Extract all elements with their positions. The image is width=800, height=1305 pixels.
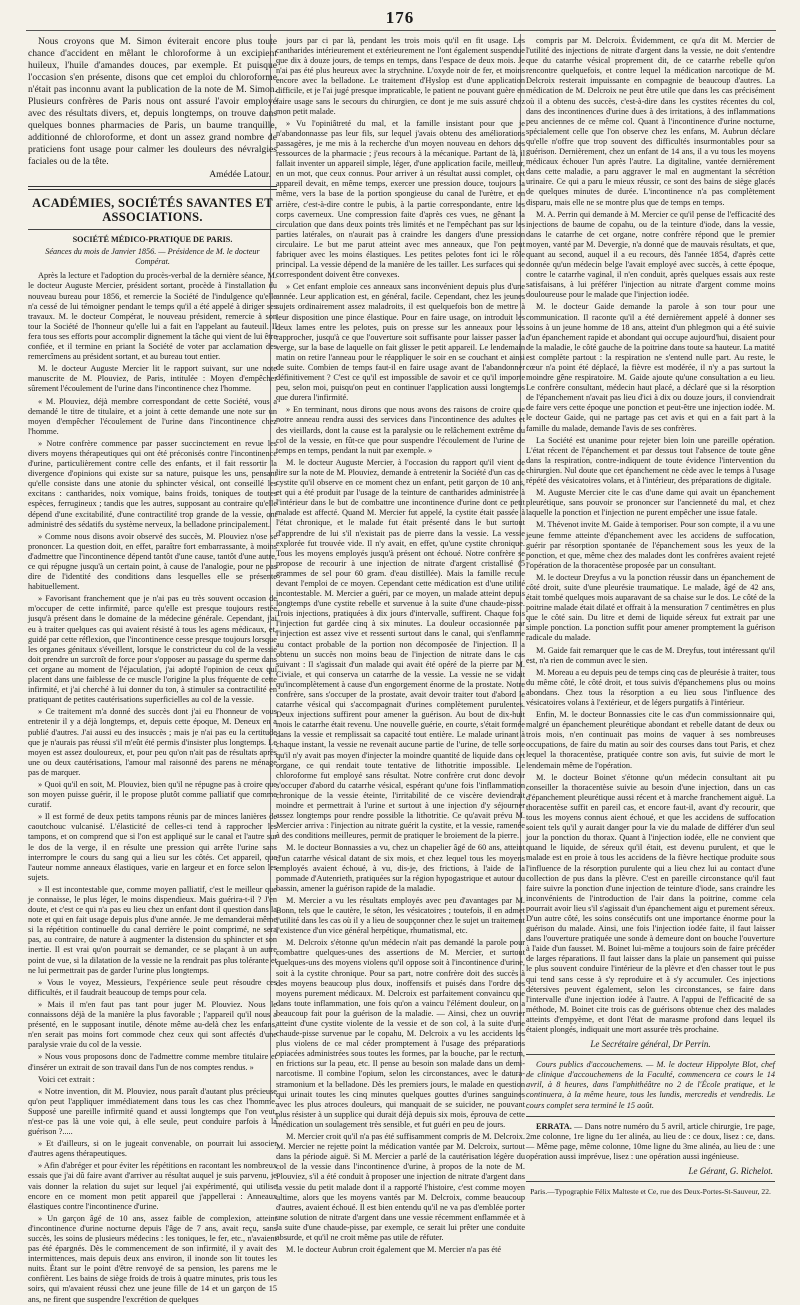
body-paragraph: » Vu l'opiniâtreté du mal, et la famille insistant pour que je n'abandonnasse pas leur fils, sur lequel j'avais obtenu des améliorations passagères, je me mis à la recherche d'un moyen nouveau en dehors des ressources de la pharmacie ; j'eus recours à la mécanique. Partant de là, il fallait inventer un appareil simple, léger, d'une application facile, meilleur, en un mot, que ceux connus. Pour arriver à un résultat aussi complet, cet appareil devait, en même temps, exercer une pression douce, toujours la même, vers la base de la portion spongieuse du canal de l'urètre, et en arrière, c'est-à-dire contre le pubis, à la partie correspondante, entre les corps caverneux. Une compression faite d'après ces vues, ne gênant la circulation que dans deux points très limités et ne l'empêchant pas sur les parties latérales, on n'aurait pas à craindre les dangers d'une pression circulaire. Le but me parut atteint avec mes anneaux, que l'on peut fabriquer avec les moins élastiques. Les petites pelotes font ici le rôle principal. La vessie dépend de la manière de les tailler. Les surfaces qui se correspondent doivent être convexes. xyxy=(276,118,525,280)
body-paragraph: » Favorisant franchement que je n'ai pas eu très souvent occasion de m'occuper de cette infirmité, parce qu'elle est presque toujours restée jusqu'à présent dans le domaine de la médecine générale. Cependant, j'ai eu à traiter quelques cas qui avaient résisté à tous les agens médicaux, et, guidé par cette réflexion, que l'incontinence cesse presque toujours lorsque les organes génitaux s'éveillent, lorsque le constricteur du col de la vessie doit prendre un surcroît de force pour s'opposer au passage du sperme dans cet organe au moment de l'éjaculation, j'ai adopté l'opinion de ceux qui placent dans une faiblesse de ce muscle l'origine la plus fréquente de cette infirmité, et j'ai cherché à lui donner du ton, à stimuler sa contractilité en pratiquant de petites cautérisations superficielles au col de la vessie. xyxy=(28,594,277,705)
body-paragraph: M. Mercier a vu les résultats employés avec peu d'avantages par M. Bonn, tels que le cautère, le séton, les vésicatoires ; toutefois, il en admet l'utilité dans les cas où il y a lieu de soupçonner chez le sujet un traitement l'existence d'un vice général herpétique, rhumatismal, etc. xyxy=(276,895,525,936)
body-paragraph: » Mais il m'en faut pas tant pour juger M. Plouviez. Nous le connaissons déjà de la manière la plus favorable ; l'appareil qu'il nous a présenté, en le supposant inutile, dénote même au-delà chez les enfans, n'en serait pas moins fort commode chez ceux qui sont affectés d'une paralysie vraie du col de la vessie. xyxy=(28,999,277,1050)
body-paragraph: M. Auguste Mercier cite le cas d'une dame qui avait un épanchement pleurétique, sans pouvoir se prononcer sur l'ancienneté du mal, et chez laquelle la ponction et l'injection ne purent empêcher une issue fatale. xyxy=(526,488,775,518)
body-paragraph: » Il est formé de deux petits tampons réunis par de minces lanières de caoutchouc vulcanisé. L'élasticité de celles-ci tend à rapprocher les tampons, et on comprend que si l'on est appliqué sur le canal et l'autre sur le dos de la verge, il en résulte une pression qui arrête l'urine sans interrompre le cours du sang qui a lieu sur les côtés. Cet appareil, que l'auteur nomme anneaux élastiques, varie en largeur et en force selon les sujets. xyxy=(28,812,277,882)
body-paragraph: M. le docteur Bonnassies a vu, chez un chapelier âgé de 60 ans, atteint d'un catarrhe vésical datant de six mois, et chez lequel tous les moyens employés avaient échoué, à vu, dis-je, des frictions, à l'aide de la pommade d'Autenrieth, pratiquées sur la région hypogastrique et autour du bassin, amener la guérison rapide de la maladie. xyxy=(276,843,525,893)
body-paragraph: M. Gaide fait remarquer que le cas de M. Dreyfus, tout intéressant qu'il est, n'a rien de commun avec le sien. xyxy=(526,645,775,665)
body-paragraph: » Et d'ailleurs, si on le jugeait convenable, on pourrait lui associer d'autres agens thérapeutiques. xyxy=(28,1139,277,1159)
double-rule xyxy=(28,186,277,190)
body-paragraph: » En terminant, nous dirons que nous avons des raisons de croire que notre anneau rendra aussi des services dans l'incontinence des adultes et des vieillards, dont la cause est la paralysie ou le relâchement extrême du col de la vessie, en fût-ce que pour suspendre l'écoulement de l'urine de temps en temps, pendant la nuit par exemple. » xyxy=(276,405,525,455)
body-paragraph: » Il est incontestable que, comme moyen palliatif, c'est le meilleur que je connaisse, le plus léger, le moins dispendieux. Mais guérira-t-il ? J'en doute, et c'est ce qui n'a pas eu lieu chez un enfant dont il question dans la note et qui en fait usage depuis plus d'une année. Je me demanderai même si la répétition continuelle du canal derrière le point comprimé, ne sera pas, au contraire, de nature à augmenter la distension du sphincter et son inertie. Il est vrai qu'on pourrait se demander, ce se plaçant à un autre point de vue, si la dilatation de la vessie ne la rendrait pas plus tolérante et ne lui permettrait pas de garder l'urine plus longtemps. xyxy=(28,884,277,975)
body-paragraph: jours par ci par là, pendant les trois mois qu'il en fit usage. Les cantharides intérieurement et extérieurement ne l'ont également suspendue que dix à douze jours, de temps en temps, dans l'espace de deux mois. Je n'ai pas été plus heureux avec la strychnine. L'oxyde noir de fer, et moins encore avec la belladone. Le traitement d'Hyslop est d'une application difficile, et je l'ai jugé presque impraticable, le patient ne pouvant guère en faire usage sans le secours du chirurgien, ce dont je me suis assuré chez mon petit malade. xyxy=(276,36,525,116)
rule xyxy=(526,1181,775,1182)
erratum-label: ERRATA. xyxy=(536,1121,572,1131)
column-1-body xyxy=(28,271,277,1304)
body-paragraph: « M. Plouviez, déjà membre correspondant de cette Société, vous a demandé le titre de titulaire, et a joint à cette demande une note sur un moyen d'empêcher l'écoulement de l'urine dans l'incontinence chez l'homme. xyxy=(28,396,277,436)
erratum-paragraph xyxy=(526,1122,775,1162)
column-2 xyxy=(276,36,525,1255)
body-paragraph: » Afin d'abréger et pour éviter les répétitions en racontant les nombreux essais que j'ai dû faire avant d'arriver au résultat auquel je suis parvenu, je vais donner la relation du sujet sur lequel j'ai expérimenté, qui utilise encore en ce moment mon petit appareil que j'appellerai : Anneaux élastiques contre l'incontinence d'urine. xyxy=(28,1161,277,1211)
rule xyxy=(526,1054,775,1055)
body-paragraph: » Comme nous disons avoir observé des succès, M. Plouviez n'ose se prononcer. La question doit, en effet, paraître fort embarrassante, à moins d'admettre que l'incontinence dépend tantôt d'une cause, tantôt d'une autre, ce qui répugne jusqu'à un certain point, à cause de l'analogie, pour ne pas dire de l'identité des conditions dans lesquelles elle se présente habituellement. xyxy=(28,531,277,592)
body-paragraph: La Société est unanime pour rejeter bien loin une pareille opération. L'état récent de l'épanchement et par dessus tout l'absence de toute gêne dans la respiration, contre-indiquent de toute évidence l'intervention du chirurgien. Nul doute que cet épanchement ne cède avec le temps à l'usage répété des vésicatoires volans, et à l'intérieur, des préparations de digitale. xyxy=(526,435,775,486)
section-title: ACADÉMIES, SOCIÉTÉS SAVANTES ET ASSOCIATIONS. xyxy=(32,196,273,225)
body-paragraph: M. Moreau a eu depuis peu de temps cinq cas de pleurésie à traiter, tous du même côté, le côté droit, et tous suivis d'épanchemens plus ou moins abondans. Chez tous la résorption a eu lieu sous l'influence des vésicatoires volans à l'extérieur, et de légers purgatifs à l'intérieur. xyxy=(526,667,775,707)
body-paragraph: Après la lecture et l'adoption du procès-verbal de la dernière séance, M. le docteur Auguste Mercier, président sortant, procède à l'installation du nouveau bureau pour 1856, et remercie la Société de l'indulgence qu'elle n'a cessé de lui témoigner pendant le temps qu'il a été appelé à diriger ses travaux. M. le docteur Compérat, le nouveau président, remercie à son tour la Société de l'honneur qu'elle lui a fait en l'appelant au fauteuil. Il fera tous ses efforts pour accomplir dignement la tâche qui vient de lui être confiée, et il termine en priant la Société de voter par acclamation des remercîmens au président sortant, et au bureau tout entier. xyxy=(28,271,277,362)
body-paragraph: » Un garçon âgé de 10 ans, assez faible de complexion, atteint d'incontinence d'urine nocturne depuis l'âge de 7 ans, avait reçu, sans succès, les soins de plusieurs médecins : les toniques, le fer, etc., n'avaient pas été épargnés. Dès le commencement de son infirmité, il y avait des intermittences, mais depuis deux ans environ, il inonde son lit toutes les nuits. Étant sur le point d'être renvoyé de sa pension, les parens me le confièrent. Les bains de siège froids de trois à quatre minutes, pris tous les soirs, qui m'avaient réussi chez une jeune fille de 14 et un garçon de 15 ans, ne firent que suspendre l'excrétion de quelques xyxy=(28,1213,277,1304)
body-paragraph: M. le docteur Auguste Mercier, à l'occasion du rapport qu'il vient de lire sur la note de M. Plouviez, demande à entretenir la Société d'un cas de cystite qu'il observe en ce moment chez un enfant, petit garçon de 10 ans, et qui a été produit par l'usage de la teinture de cantharides administrée à l'intérieur dans le but de combattre une incontinence d'urine dont ce petit malade est affecté. Quand M. Mercier fut appelé, la cystite était passée à l'état chronique, et le malade fut était présenté dans le but surtout d'apprendre de lui s'il n'existait pas de pierre dans la vessie. La vessie explorée fut trouvée vide. Il n'y avait, en effet, qu'une cystite chronique. Tous les moyens employés jusqu'à présent ont échoué. Notre confrère se propose de recourir à une injection de nitrate d'argent cristallisé (5 grammes de sel pour 60 gram. d'eau distillée). Mais la famille recule devant l'emploi de ce moyen. Cependant cette médication est d'une utilité incontestable. M. Mercier a guéri, par ce moyen, un malade atteint depuis longtemps d'une cystite rebelle et survenue à la suite d'une chaude-pisse. Trois injections, pratiquées à dix jours d'intervalle, suffirent. Chaque fois l'injection fut gardée cinq à six minutes. La douleur occasionnée par l'injection est assez vive et ressenti surtout dans le canal, qui s'enflamme au contact probable de la portion non décomposée de l'injection. Il a obtenu un succès non moins beau de l'injection de nitrate dans le cas suivant : Il s'agissait d'un malade qui avait été opéré de la pierre par M. Civiale, et qui conserva un catarrhe de la vessie. La vessie ne se vidait qu'incomplètement à cause d'un engorgement énorme de la prostate. Notre confrère, sans s'occuper de la prostate, avait devoir traiter tout d'abord le catarrhe vésical qui s'accompagnait d'urines complètement purulentes. Deux injections suffirent pour amener la guérison. Au bout de dix-huit mois le catarrhe était revenu. Une nouvelle guérie, en courte, s'était formée dans la vessie et remplissait sa capacité tout entière. Le malade urinant à chaque instant, la vessie ne revenait aucune partie de l'urine, de telle sorte qu'il n'y avait pas moyen d'injecter la moindre quantité de liquide dans cet organe, ce qui rendait toute tentative de lithotritie impossible. Le chloroforme fut employé sans résultat. Notre confrère crut donc devoir s'occuper d'abord du catarrhe vésical, espérant qu'une fois l'inflammation chronique de la vessie éteinte, l'irritabilité de ce viscère deviendrait moindre et permettrait à l'urine et surtout à une injection d'y séjourner assez longtemps pour rendre possible la lithotritie. Ce qu'avait prévu M. Mercier arriva : l'injection au nitrate guérit la cystite, et la vessie, ramenée à des conditions meilleures, permit de pratiquer le broiement de la pierre. xyxy=(276,457,525,841)
rule xyxy=(28,229,277,230)
body-paragraph: Voici cet extrait : xyxy=(38,1074,95,1084)
body-paragraph: M. Thévenot invite M. Gaide à temporiser. Pour son compte, il a vu une jeune femme atteinte d'épanchement avec les accidens de suffocation, guérir par résorption spontanée de l'épanchement sous les yeux de la ponction, et que, même chez des malades dont les confrères avaient rejeté l'opération de la thoracentèse proposée par un consultant. xyxy=(526,520,775,570)
page-number: 176 xyxy=(385,8,415,27)
body-paragraph: » Nous vous proposons donc de l'admettre comme membre titulaire et d'insérer un extrait de son travail dans l'un de nos comptes rendus. » xyxy=(28,1052,277,1072)
intro-paragraph: Nous croyons que M. Simon éviterait encore plus toute chance d'accident en mêlant le chloroforme à un excipient huileux, l'huile d'amandes douces, par exemple. Et puisque l'occasion s'en présente, disons que cet emploi du chloroforme n'était pas inconnu avant la publication de la note de M. Simon. Plusieurs confrères de Paris nous ont assuré l'avoir employé avec des résultats divers, et, depuis longtemps, on trouve dans quelques bonnes pharmacies de Paris, un baume tranquille, additionné de chloroforme, et dont un assez grand nombre de praticiens font usage pour calmer les douleurs des névralgies faciales ou de la tête. xyxy=(28,36,277,167)
body-paragraph: M. le docteur Boinet s'étonne qu'un médecin consultant ait pu conseiller la thoracentèse suivie au besoin d'une injection, dans un cas d'épanchement pleurétique aussi récent et à marche franchement aiguë. La thoracentèse suffit en pareil cas, et encore faut-il, avant d'y recourir, que tous les moyens connus aient échoué, et que les accidens de suffocation soient tels qu'il y aurait danger pour la vie du malade de différer d'un seul jour la ponction du thorax. Quant à l'injection iodée, elle ne convient que quand le liquide, de séreux qu'il était, est devenu purulent, et que le malade est en proie à tous les accidens de la fièvre hectique produite sous l'influence de la résorption purulente qui a lieu chez lui au contact d'une collection de pus dans la plèvre. C'est en pareille circonstance qu'il faut faire suivre la ponction d'une injection de teinture d'iode, sans craindre les inconvénients de l'introduction de l'air dans la poitrine, comme cela pourrait avoir lieu s'il s'agissait d'un épanchement aigu et purement séreux. D'un autre côté, les soins consécutifs ont une importance énorme pour la guérison du malade. Ainsi, une fois l'injection iodée faite, il faut laisser dans l'ouverture pratiquée une sonde à demeure dont on bouche l'ouverture à l'aide d'un fausset. M. Boinet lui-même a toujours soin de faire précéder de larges réparations. Il faut laisser dans la plaie un pansement qui puisse le plus souvent conduire l'intérieur de la plèvre et d'en chasser tout le pus qui tend sans cesse à s'y reproduire et à s'y accumuler. Ces injections détersives peuvent également, selon les circonstances, se faire dans l'intervalle d'une injection iodée à l'autre. A l'appui de l'efficacité de sa méthode, M. Boinet cite trois cas de guérisons obtenue chez des malades atteints d'empyème, et dont l'état de marasme profond dans lequel ils étaient plongés, indiquait une mort assurée très prochaine. xyxy=(526,772,775,1034)
column-2-body xyxy=(276,36,525,1255)
column-3-body xyxy=(526,36,775,1035)
intro-signature: Amédée Latour. xyxy=(209,169,271,180)
body-paragraph: » Vous le voyez, Messieurs, l'expérience seule peut résoudre ces difficultés, et il faudrait beaucoup de temps pour cela. xyxy=(28,977,277,997)
body-paragraph: M. le docteur Dreyfus a vu la ponction réussir dans un épanchement de côté droit, suite d'une pleurésie traumatique. Le malade, âgé de 42 ans, était tombé quelques mois auparavant de sa chaise sur le dos. Le côté de la poitrine malade était dilaté et offrait à la mensuration 7 centimètres en plus que le côté sain. Du litre et demi de liquide séreux fut extrait par une simple ponction. La ponction suffit pour amener promptement la guérison radicale du malade. xyxy=(526,572,775,643)
body-paragraph: » Notre confrère commence par passer succinctement en revue les divers moyens thérapeutiques qui ont été préconisés contre l'incontinence d'urine, particulièrement contre celle des enfants, et il fait ressortir la divergence d'opinions qui existe sur sa nature, puisque les uns, pensant qu'elle consiste dans une atonie du sphincter vésical, ont conseillé les excitans : cantharides, noix vomique, bains froids, toniques de toutes espèces, ferrugineux ; tandis que les autres, supposant au contraire qu'elle dépend d'une excitabilité, d'une contractilité trop grande de la vessie, ont administré des sédatifs du système nerveux, la belladone principalement. xyxy=(28,438,277,529)
body-paragraph: M. le docteur Gaide demande la parole à son tour pour une communication. Il raconte qu'il a été dernièrement appelé à donner ses soins à un jeune homme de 18 ans, atteint d'un phlegmon qui a été suivie d'un épanchement rapide et abondant qui occupe aujourd'hui, disaient pour de la maladie, le côté gauche de la poitrine dans toute sa hauteur. La matité est complète partout : la respiration ne s'entend nulle part. Au reste, le cœur n'a point été déplacé, la fièvre est modérée, il n'y a pas surtout la moindre gêne respiratoire. M. Gaide ajoute qu'une consultation a eu lieu. Le confrère consultant, médecin haut placé, a déclaré que si la résorption de l'épanchement n'avait pas lieu d'ici à dix ou douze jours, il conviendrait de faire vers cette époque une ponction et peut-être une injection iodée. M. le docteur Gaide, qui ne partage pas cet avis et qui en a fait part à la famille du malade, demande l'avis de ses confrères. xyxy=(526,302,775,433)
body-paragraph: Enfin, M. le docteur Bonnassies cite le cas d'un commissionnaire qui, malgré un épanchement pleurétique abondant et rebelle datant de deux ou trois mois, n'en continuait pas moins de vaquer à ses nombreuses occupations, de faire du matin au soir des courses dans tout Paris, et chez lequel la thoracentèse, pratiquée contre son avis, fut suivie de mort le lendemain même de l'opération. xyxy=(526,710,775,770)
intro-section xyxy=(28,36,277,168)
rule xyxy=(526,1116,775,1117)
body-paragraph: » Ce traitement m'a donné des succès dont j'ai eu l'honneur de vous entretenir il y a déjà longtemps, et, depuis cette époque, M. Deneux en a publié d'autres. J'ai aussi eu des insuccès ; mais je n'ai pas eu la certitude que je n'aurais pas réussi s'il m'eût été permis d'insister plus longtemps. Le moyen est assez douloureux, et, pour peu qu'on n'ait pas de résultats après une ou deux cautérisations, l'amour mal raisonné des parens ne ménage pas de marquer. xyxy=(28,707,277,777)
society-name: SOCIÉTÉ MÉDICO-PRATIQUE DE PARIS. xyxy=(72,235,233,245)
body-paragraph: » Quoi qu'il en soit, M. Plouviez, bien qu'il ne répugne pas à croire que son moyen puisse guérir, il le propose plutôt comme palliatif que comme curatif. xyxy=(28,779,277,810)
column-3 xyxy=(526,36,775,1197)
body-paragraph: « Notre invention, dit M. Plouviez, nous paraît d'autant plus précieuse qu'on peut l'appliquer immédiatement dans tous les cas chez l'homme. Supposé une pareille infirmité quand et aussi longtemps que l'on veut, n'est-ce pas là une voie qui, à elle seule, peut conduire parfois à la guérison ?..... xyxy=(28,1086,277,1137)
seance-line: Séances du mois de Janvier 1856. — Présidence de M. le docteur Compérat. xyxy=(45,247,260,267)
body-paragraph: compris par M. Delcroix. Évidemment, ce qu'a dit M. Mercier de l'utilité des injections de nitrate d'argent dans la vessie, ne doit s'entendre que du catarrhe vésical proprement dit, de ce catarrhe rebelle qu'on rencontre quelquefois, et contre lequel la médication narcotique de M. Delcroix resterait impuissante en compagnie de beaucoup d'autres. La médication de M. Delcroix ne peut être utile que dans les cas précisément où il a obtenu des succès, c'est-à-dire dans les cystites récentes du col, dans des incontinences d'urine dues à des irritations, à des inflammations peu anciennes de ce même col. Quant à l'incontinence d'urine nocturne, spécialement celle que l'on observe chez les enfans, M. Aubrun déclare qu'elle n'offre que trop souvent des difficultés insurmontables pour sa guérison. Dernièrement, chez un enfant de 14 ans, il a vu tous les moyens médicaux échouer l'un après l'autre. La digitaline, vantée dernièrement dans cette maladie, a paru aggraver le mal en augmentant la sécrétion urinaire. Ce qui a paru le mieux réussir, ce sont des bains de siège glacés de quelques minutes de durée. L'incontinence n'a pas complètement disparu, mais elle ne se montre plus que de temps en temps. xyxy=(526,36,775,207)
column-1 xyxy=(28,36,277,1304)
imprint-line: Paris.—Typographie Félix Malteste et Ce, rue des Deux-Portes-St-Sauveur, 22. xyxy=(530,1187,771,1197)
top-rule xyxy=(26,30,776,31)
courses-notice: Cours publics d'accouchemens. — M. le docteur Hippolyte Blot, chef de clinique d'accouchemens de la Faculté, commencera ce cours le 14 avril, à 8 heures, dans l'amphithéâtre no 2 de l'École pratique, et le continuera, à la même heure, tous les lundis, mercredis et vendredis. Le cours complet sera terminé le 15 août. xyxy=(526,1060,775,1110)
body-paragraph: M. Mercier croit qu'il n'a pas été suffisamment compris de M. Delcroix. M. Mercier ne rejette point la médication vantée par M. Delcroix, surtout dans la période aiguë. Si M. Mercier a parlé de la cautérisation légère du col de la vessie dans l'incontinence d'urine, à propos de la note de M. Plouviez, s'il a été conduit à proposer une injection de nitrate d'argent dans la vessie du petit malade dont il a rapporté l'histoire, c'est comme moyen ultime, alors que les moyens vantés par M. Delcroix, comme beaucoup d'autres, avaient échoué. Il est bien entendu qu'il ne va pas d'emblée porter une solution de nitrate d'argent dans une vessie récemment enflammée et à la suite d'une chaude-pisse, par exemple, ce serait lui prêter une conduite absurde, et qu'il ne croit même pas utile de réfuter. xyxy=(276,1132,525,1242)
secretary-signature: Le Secrétaire général, Dr Perrin. xyxy=(590,1039,711,1050)
body-paragraph: » Cet enfant emploie ces anneaux sans inconvénient depuis plus d'une année. Leur application est, en général, facile. Cependant, chez les jeunes sujets ordinairement assez maladroits, il est quelquefois bon de mettre à leur disposition une pince élastique. Pour en faire usage, on introduit les deux lames entre les pelotes, puis on presse sur les anneaux pour les rapprocher, jusqu'à ce que l'ouverture soit suffisante pour laisser passer la verge, sur la base de laquelle on fait glisser le petit appareil. Le lendemain matin on retire l'anneau pour le réappliquer le soir en se couchant et ainsi de suite. Combien de temps faut-il en faire usage avant de l'abandonner définitivement ? C'est ce qu'il est impossible de savoir et ce qu'il importe peu, selon moi, puisqu'on peut en continuer l'application aussi longtemps que durera l'infirmité. xyxy=(276,282,525,403)
body-paragraph: M. A. Perrin qui demande à M. Mercier ce qu'il pense de l'efficacité des injections de baume de copahu, ou de la teinture d'iode, dans la vessie, dans le catarrhe de cet organe, notre confrère répond que le premier moyen, vanté par M. Devergie, n'a donné que de mauvais résultats, et que, quant au second, auquel il a eu recours, dès l'année 1854, d'après cette donnée qu'un médecin belge l'avait employé avec succès, à cette époque, contre le catarrhe vaginal, il n'en conduit, après quelques essais aux reste satisfaisans, à lui préférer l'injection au nitrate d'argent comme moins douloureuse pour le malade que l'injection iodée. xyxy=(526,209,775,300)
erratum-text: — Dans notre numéro du 5 avril, article chirurgie, 1re page, 2me colonne, 1re ligne du 1er alinéa, au lieu de : ce doux, lisez : ce, dans. — Même page, même colonne, 10me ligne du 3me alinéa, au lieu de : une opération aussi imprévue, lisez : une opération aussi ingénieuse. xyxy=(526,1121,775,1161)
body-paragraph: M. le docteur Aubrun croit également que M. Mercier n'a pas été xyxy=(286,1245,502,1255)
gerant-signature: Le Gérant, G. Richelot. xyxy=(688,1166,773,1177)
body-paragraph: M. le docteur Auguste Mercier lit le rapport suivant, sur une note manuscrite de M. Plouviez, de Paris, intitulée : Moyen d'empêcher sûrement l'écoulement de l'urine dans l'incontinence chez l'homme. xyxy=(28,364,277,394)
body-paragraph: M. Delcroix s'étonne qu'un médecin n'ait pas demandé la parole pour combattre quelques-unes des assertions de M. Mercier, et surtout quelques-uns des moyens violens qu'il oppose soit à l'incontinence d'urine, soit à la cystite chronique. Pour sa part, notre confrère doit des succès à des moyens beaucoup plus doux, inoffensifs et puisés dans l'ordre des moyens purement médicaux. M. Delcroix est parfaitement convaincu que dans toute inflammation, une fois qu'on a vaincu l'élément douleur, on a beaucoup fait pour la guérison de la maladie. — Ainsi, chez un ouvrier atteint d'une cystite violente de la vessie et de son col, à la suite d'une chaude-pisse survenue par le copahu, M. Delcroix a vu les accidents les plus violens de ce mal céder promptement à l'usage des préparations opiacées administrées sous toutes les formes, par la bouche, par le rectum, en frictions sur la peau, etc. Il pense au besoin son malade dans un demi-narcotisme. Il combine l'opium, selon les circonstances, avec le datura-stramonium et la belladone. Dès les premiers jours, le malade en question qui urinait toutes les cinq minutes quelques gouttes d'urines sanguines avec les plus atroces douleurs, qui manquait de se suicider, ne pouvant plus résister à un supplice qui durait déjà depuis six mois, éprouva de cette médication un soulagement très sensible, et fut guéri en peu de jours. xyxy=(276,938,525,1129)
